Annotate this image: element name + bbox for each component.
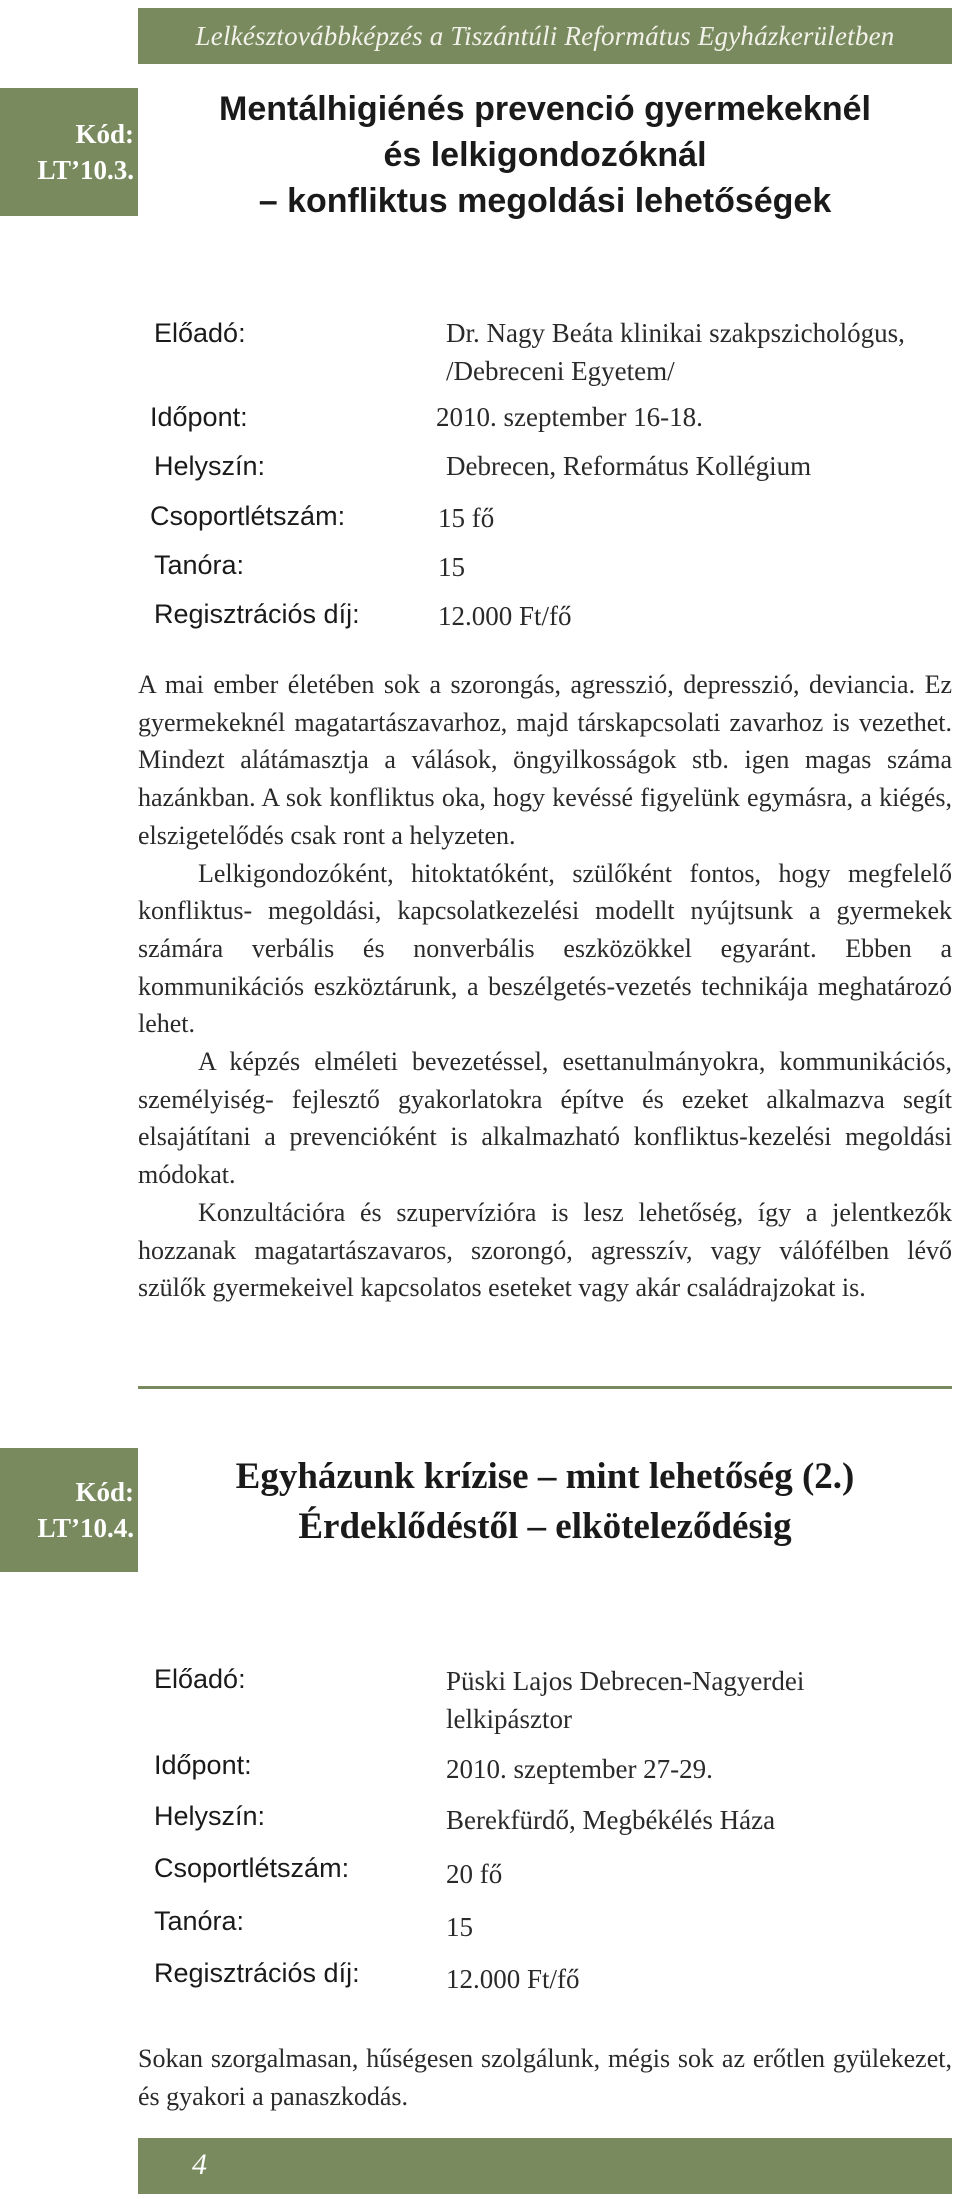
group-size-label: Csoportlétszám:: [154, 1853, 350, 1883]
presenter-value: Püski Lajos Debrecen-Nagyerdei: [446, 1666, 805, 1696]
course-code: LT’10.3.: [37, 155, 134, 185]
paragraph: Sokan szorgalmasan, hűségesen szolgálunk, mégis sok az erőtlen gyülekezet, és gyakori a panaszkodás.: [138, 2044, 952, 2111]
hours-label: Tanóra:: [154, 1906, 245, 1936]
paragraph: Lelkigondozóként, hitoktatóként, szülőként fontos, hogy megfelelő konfliktus- megoldási, kapcsolatkezelési modellt nyújtsunk a gyermekek számára verbális és nonverbális eszközökkel egyaránt. Ebben a kommunikációs eszköztárunk, a beszélgetés-vezetés technikája meghatározó lehet.: [138, 858, 952, 1039]
running-header: [138, 8, 952, 64]
course-code-label: Kód:: [75, 1477, 134, 1507]
location-value: Debrecen, Református Kollégium: [446, 451, 812, 481]
course-description: [138, 2040, 952, 2115]
date-value: 2010. szeptember 16-18.: [436, 402, 703, 432]
group-size-label: Csoportlétszám:: [150, 501, 346, 531]
location-label: Helyszín:: [154, 451, 266, 481]
course-code-label: Kód:: [75, 119, 134, 149]
group-size-value: 15 fő: [438, 503, 495, 533]
presenter-value-line2: lelkipásztor: [446, 1704, 572, 1734]
group-size-value: 20 fő: [446, 1859, 503, 1889]
fee-label: Regisztrációs díj:: [154, 1958, 360, 1988]
hours-label: Tanóra:: [154, 550, 245, 580]
date-label: Időpont:: [154, 1750, 252, 1780]
course-title-line: Mentálhigiénés prevenció gyermekeknél: [219, 90, 871, 128]
section-divider: [138, 1386, 952, 1389]
course-code-box: [0, 88, 138, 216]
fee-label: Regisztrációs díj:: [154, 599, 360, 629]
page-footer: [138, 2138, 952, 2194]
paragraph: A képzés elméleti bevezetéssel, esettanulmányokra, kommunikációs, személyiség- fejlesztő gyakorlatokra építve és ezeket alkalmazva segít elsajátítani a prevencióként is alkalmazható konfliktus-kezelési megoldási módokat.: [138, 1047, 952, 1190]
presenter-value-line2: /Debreceni Egyetem/: [446, 356, 675, 386]
date-label: Időpont:: [150, 402, 248, 432]
course-title-line: – konfliktus megoldási lehetőségek: [258, 182, 832, 220]
course-description: [138, 666, 952, 1307]
location-label: Helyszín:: [154, 1801, 266, 1831]
course-title: [150, 1452, 940, 1552]
date-value: 2010. szeptember 27-29.: [446, 1754, 713, 1784]
course-title-line: Érdeklődéstől – elköteleződésig: [298, 1506, 792, 1547]
course-title-line: Egyházunk krízise – mint lehetőség (2.): [235, 1456, 855, 1497]
location-value: Berekfürdő, Megbékélés Háza: [446, 1805, 776, 1835]
course-code-box: [0, 1448, 138, 1572]
fee-value: 12.000 Ft/fő: [438, 601, 572, 631]
hours-value: 15: [446, 1912, 473, 1942]
presenter-label: Előadó:: [154, 318, 246, 348]
presenter-label: Előadó:: [154, 1664, 246, 1694]
fee-value: 12.000 Ft/fő: [446, 1964, 580, 1994]
course-code: LT’10.4.: [37, 1513, 134, 1543]
page-number: 4: [192, 2148, 207, 2181]
presenter-value: Dr. Nagy Beáta klinikai szakpszichológus,: [446, 318, 905, 348]
paragraph: Konzultációra és szupervízióra is lesz lehetőség, így a jelentkezők hozzanak magatartászavaros, szorongó, agresszív, vagy válófélben lévő szülők gyermekeivel kapcsolatos eseteket vagy akár családrajzokat is.: [138, 1197, 952, 1303]
running-header-text: Lelkésztovábbképzés a Tiszántúli Református Egyházkerületben: [195, 20, 895, 51]
hours-value: 15: [438, 552, 465, 582]
course-title: [150, 86, 940, 224]
paragraph: A mai ember életében sok a szorongás, agresszió, depresszió, deviancia. Ez gyermekeknél magatartászavarhoz, majd társkapcsolati zavarhoz is vezethet. Mindezt alátámasztja a válások, öngyilkosságok stb. igen magas száma hazánkban. A sok konfliktus oka, hogy kevéssé figyelünk egymásra, a kiégés, elszigetelődés csak ront a helyzeten.: [138, 670, 952, 850]
course-title-line: és lelkigondozóknál: [383, 136, 707, 174]
